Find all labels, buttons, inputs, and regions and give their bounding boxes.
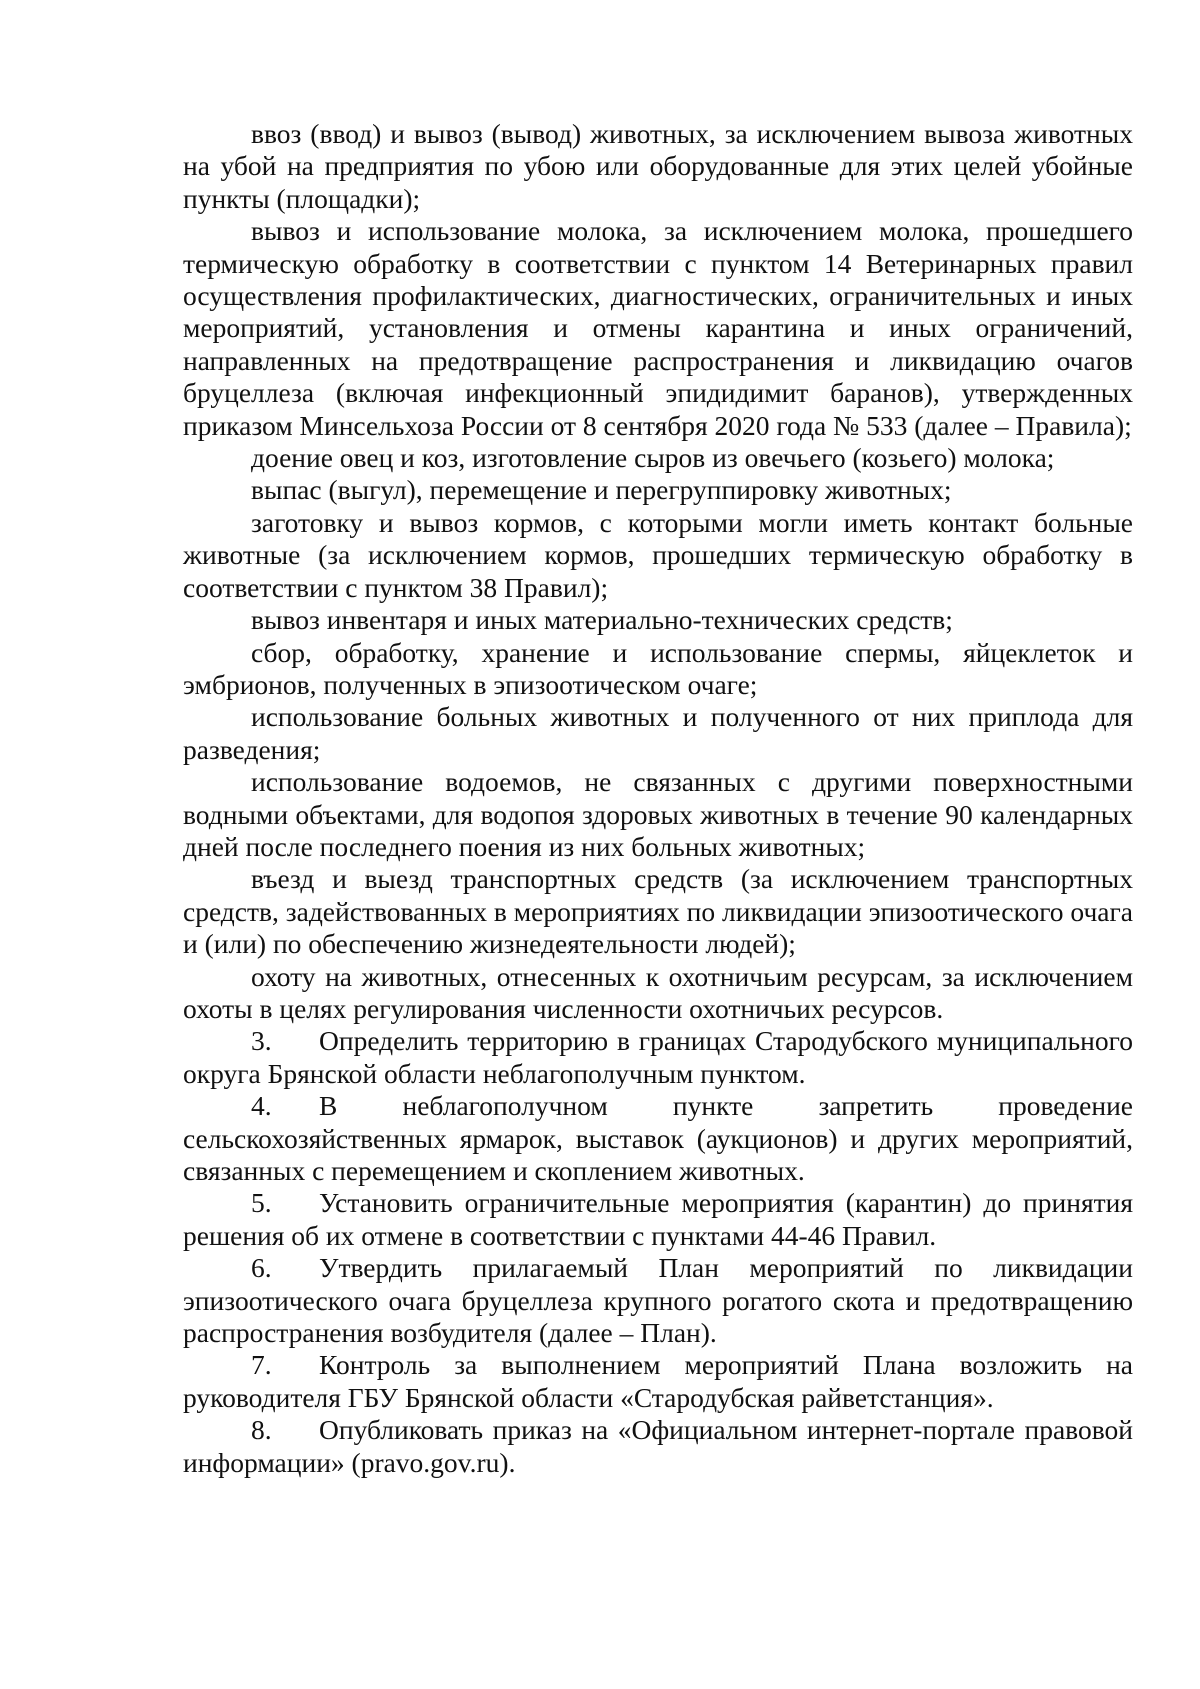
item-text: Определить территорию в границах Стародубского муниципального округа Брянской области неблагополучным пунктом.	[183, 1025, 1133, 1089]
paragraph: вывоз и использование молока, за исключением молока, прошедшего термическую обработку в соответствии с пунктом 14 Ветеринарных правил осуществления профилактических, диагностических, ограничительных и иных мероприятий, установления и отмены карантина и иных ограничений, направленных на предотвращение распространения и ликвидацию очагов бруцеллеза (включая инфекционный эпидидимит баранов), утвержденных приказом Минсельхоза России от 8 сентября 2020 года № 533 (далее – Правила);	[183, 215, 1133, 441]
paragraph: вывоз инвентаря и иных материально-технических средств;	[251, 604, 953, 636]
paragraph: выпас (выгул), перемещение и перегруппировку животных;	[251, 474, 952, 506]
paragraph: въезд и выезд транспортных средств (за исключением транспортных средств, задействованных в мероприятиях по ликвидации эпизоотического очага и (или) по обеспечению жизнедеятельности людей);	[183, 863, 1133, 960]
document-body	[183, 118, 1133, 1479]
paragraph: охоту на животных, отнесенных к охотничьим ресурсам, за исключением охоты в целях регулирования численности охотничьих ресурсов.	[183, 960, 1133, 1024]
item-text: Опубликовать приказ на «Официальном интернет-портале правовой информации» (pravo.gov.ru).	[183, 1414, 1133, 1478]
item-text: Утвердить прилагаемый План мероприятий по ликвидации эпизоотического очага бруцеллеза крупного рогатого скота и предотвращению распространения возбудителя (далее – План).	[183, 1252, 1133, 1349]
item-number: 3.	[251, 1025, 272, 1057]
numbered-item	[183, 1187, 1133, 1252]
paragraph: использование водоемов, не связанных с другими поверхностными водными объектами, для водопоя здоровых животных в течение 90 календарных дней после последнего поения из них больных животных;	[183, 766, 1133, 862]
item-number: 6.	[251, 1252, 272, 1284]
numbered-item	[183, 1349, 1133, 1414]
item-number: 8.	[251, 1414, 272, 1446]
item-number: 5.	[251, 1187, 272, 1219]
item-text: Контроль за выполнением мероприятий Плана возложить на руководителя ГБУ Брянской области «Стародубская райветстанция».	[183, 1349, 1133, 1413]
numbered-item	[183, 1252, 1133, 1349]
paragraph: ввоз (ввод) и вывоз (вывод) животных, за исключением вывоза животных на убой на предприятия по убою или оборудованные для этих целей убойные пункты (площадки);	[183, 118, 1133, 214]
item-number: 7.	[251, 1349, 272, 1381]
paragraph: заготовку и вывоз кормов, с которыми могли иметь контакт больные животные (за исключением кормов, прошедших термическую обработку в соответствии с пунктом 38 Правил);	[183, 506, 1133, 603]
paragraph: использование больных животных и полученного от них приплода для разведения;	[183, 701, 1133, 765]
numbered-item	[183, 1025, 1133, 1090]
item-text: Установить ограничительные мероприятия (карантин) до принятия решения об их отмене в соответствии с пунктами 44-46 Правил.	[183, 1187, 1133, 1251]
paragraph: сбор, обработку, хранение и использование спермы, яйцеклеток и эмбрионов, полученных в эпизоотическом очаге;	[183, 636, 1133, 700]
item-number: 4.	[251, 1090, 272, 1122]
numbered-item	[183, 1414, 1133, 1479]
paragraph: доение овец и коз, изготовление сыров из овечьего (козьего) молока;	[251, 442, 1055, 474]
item-text: В неблагополучном пункте запретить проведение сельскохозяйственных ярмарок, выставок (аукционов) и других мероприятий, связанных с перемещением и скоплением животных.	[183, 1090, 1133, 1186]
numbered-item	[183, 1090, 1133, 1187]
